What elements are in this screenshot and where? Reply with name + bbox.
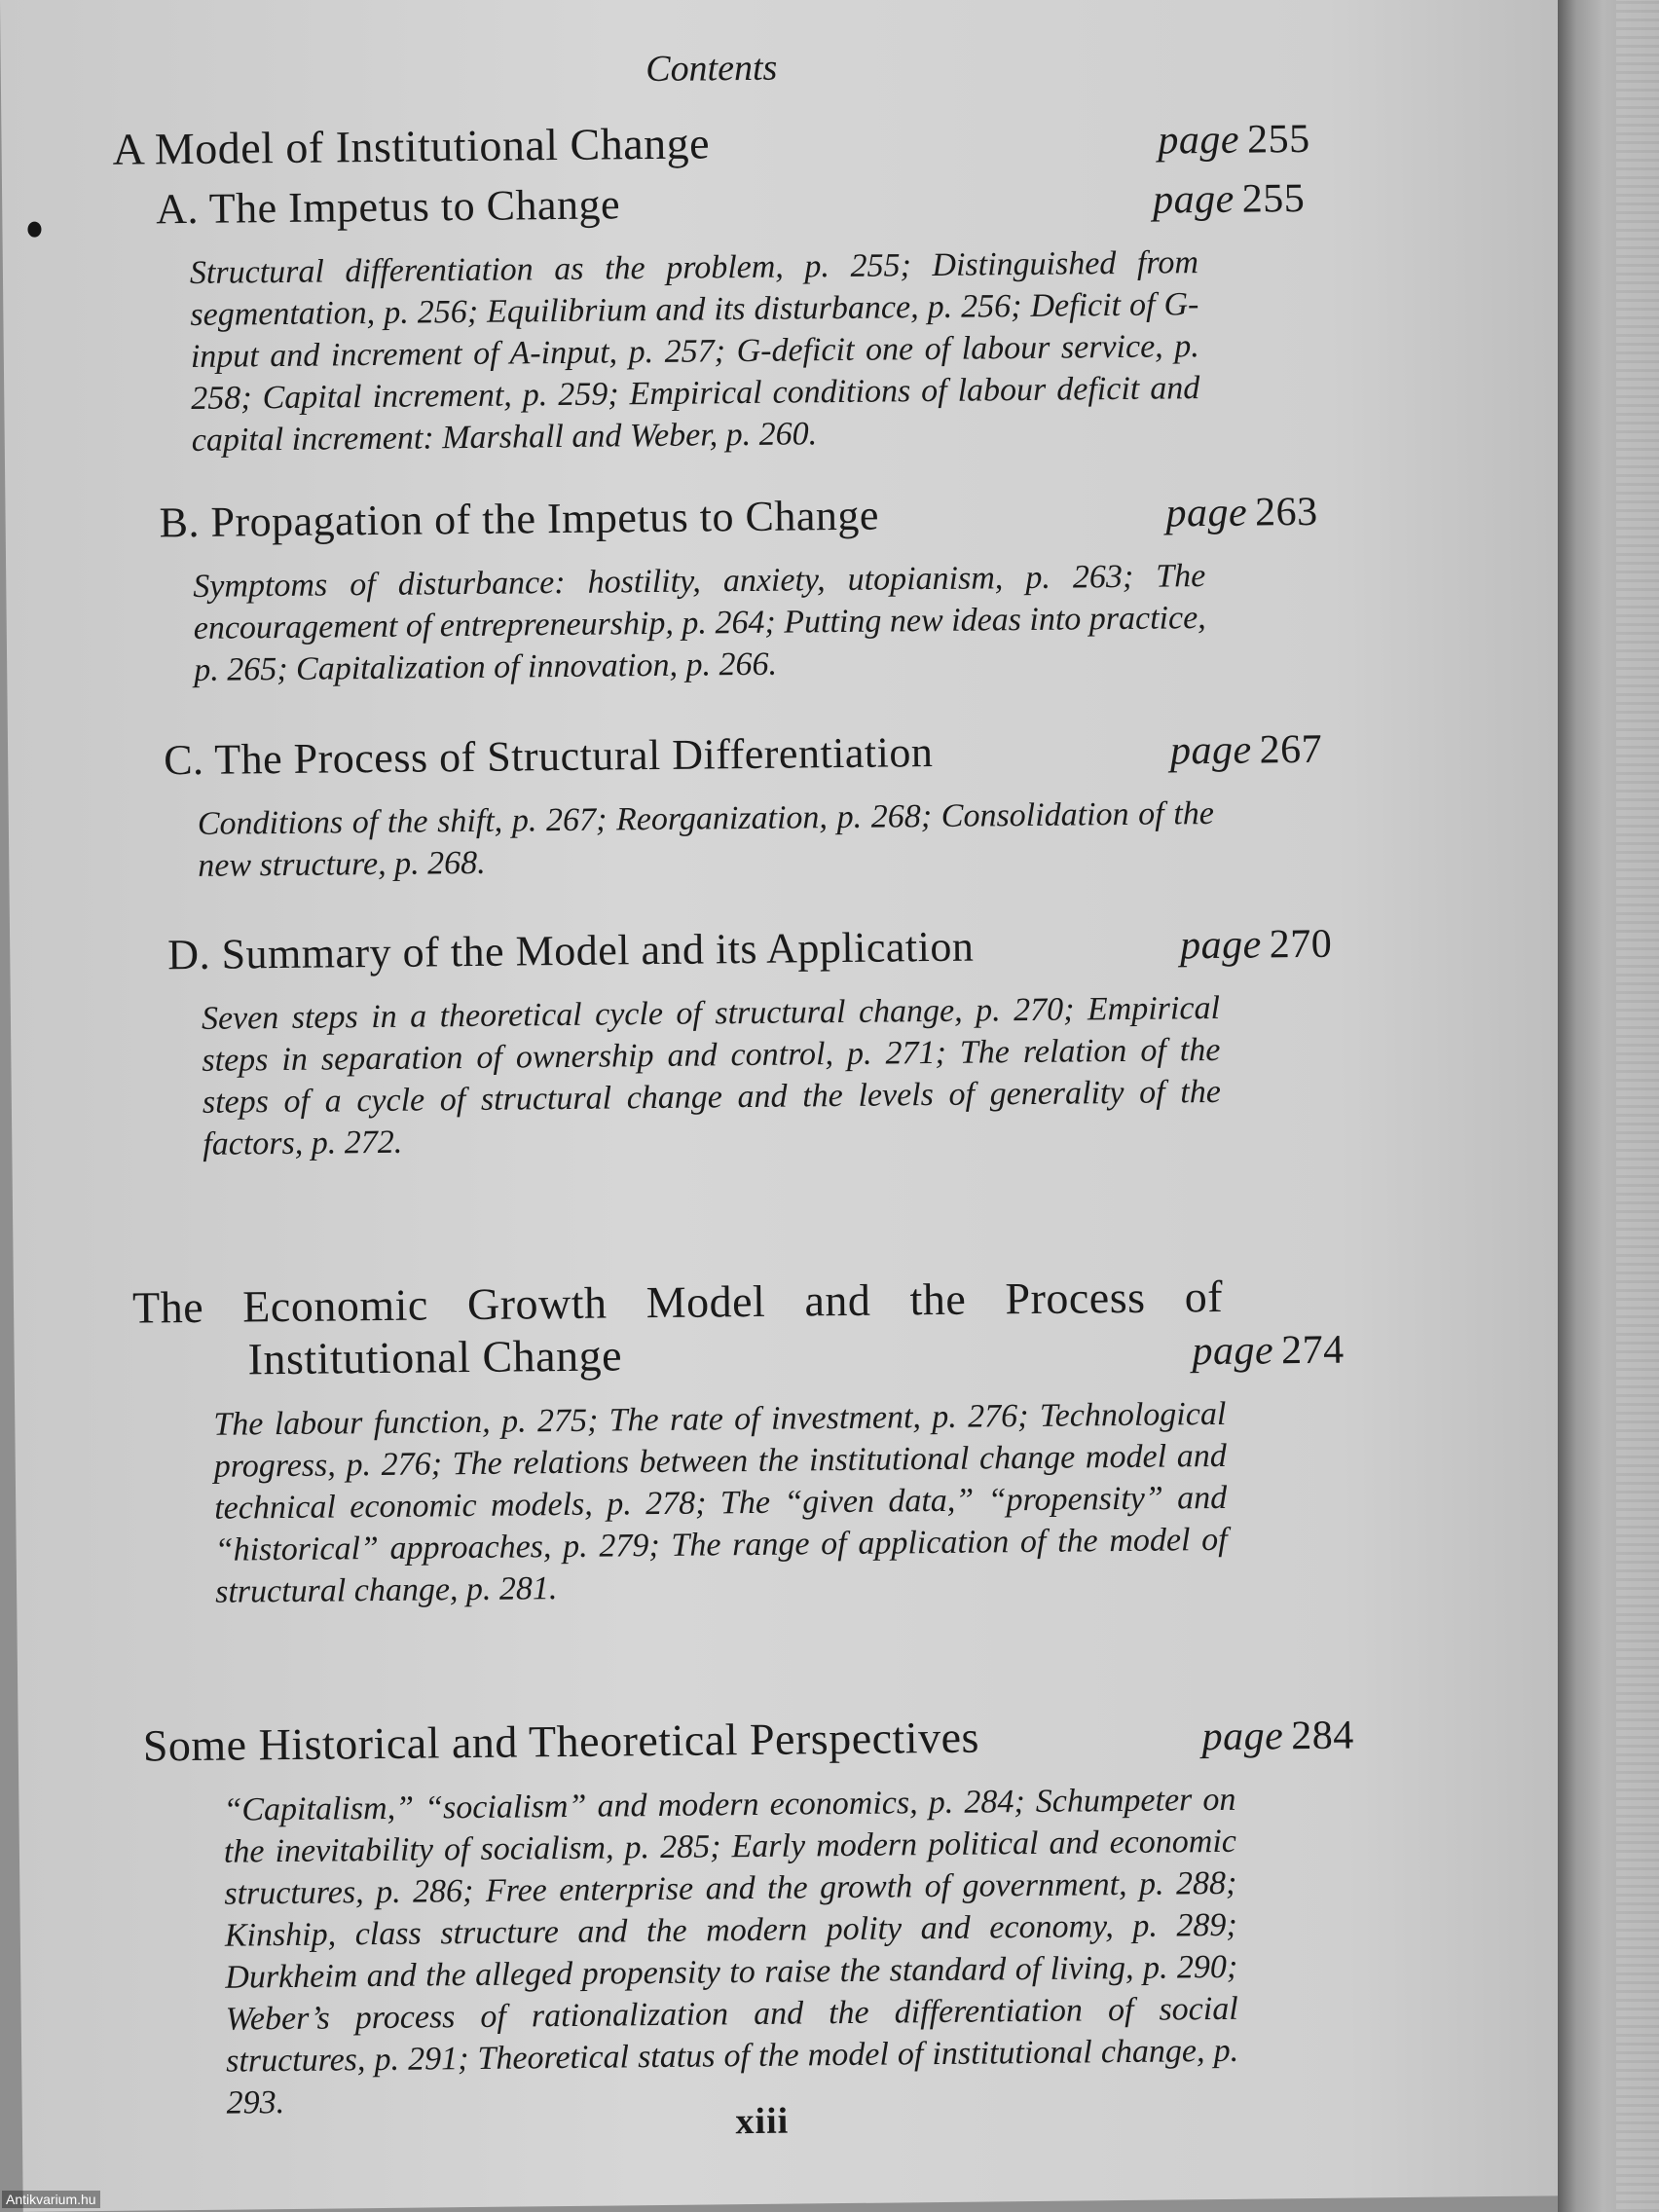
- section-a-page-number: 255: [1241, 175, 1306, 222]
- chapter-2-page-ref: [1192, 1324, 1345, 1379]
- chapter-2-title-word: Model: [645, 1275, 766, 1328]
- section-a-title: A. The Impetus to Change: [156, 180, 621, 234]
- running-head: Contents: [645, 47, 778, 91]
- chapter-3-title: Some Historical and Theoretical Perspectives: [142, 1712, 980, 1771]
- section-c: [164, 722, 1324, 887]
- page-word: page: [1192, 1328, 1274, 1375]
- section-d-title: D. Summary of the Model and its Application: [167, 922, 975, 979]
- page-word: page: [1158, 117, 1240, 164]
- page-word: page: [1169, 727, 1252, 774]
- chapter-2-title-word: Economic: [242, 1279, 429, 1332]
- chapter-3-page-ref: [1201, 1710, 1354, 1764]
- chapter-2-title-word: and: [804, 1274, 871, 1326]
- chapter-2-title-word: The: [131, 1281, 204, 1333]
- section-b-page-ref: [1165, 486, 1318, 540]
- section-a-page-ref: [1153, 172, 1306, 227]
- chapter-3-page-number: 284: [1291, 1713, 1354, 1759]
- section-d-page-number: 270: [1269, 921, 1333, 968]
- section-d: [167, 917, 1334, 1166]
- section-d-page-ref: [1180, 918, 1333, 973]
- chapter-3: [143, 1708, 1358, 2125]
- section-b-title: B. Propagation of the Impetus to Change: [159, 491, 880, 547]
- section-c-title: C. The Process of Structural Differentiation: [163, 728, 934, 785]
- section-c-page-number: 267: [1259, 726, 1323, 773]
- page-word: page: [1152, 176, 1235, 223]
- section-d-summary: Seven steps in a theoretical cycle of structural change, p. 270; Empirical steps in separation of ownership and control, p. 271; The relation of the steps of a cycle of structural change and the levels of generality of the factors, p. 272.: [201, 989, 1222, 1162]
- chapter-1-page-number: 255: [1246, 116, 1310, 163]
- section-c-summary: Conditions of the shift, p. 267; Reorganization, p. 268; Consolidation of the new structure, p. 268.: [197, 794, 1215, 884]
- chapter-1-heading: [112, 111, 1310, 178]
- chapter-2-title-word: Growth: [466, 1277, 608, 1330]
- chapter-2-heading: [132, 1270, 1345, 1389]
- section-a: [156, 171, 1308, 461]
- section-b-page-number: 263: [1254, 489, 1318, 535]
- book-spine: [1558, 0, 1659, 2212]
- chapter-2-title-line2: Institutional Change: [247, 1330, 623, 1384]
- section-b-summary: Symptoms of disturbance: hostility, anxiety, utopianism, p. 263; The encouragement of entrepreneurship, p. 264; Putting new ideas into practice, p. 265; Capitalization of innovation, p. 266.: [193, 558, 1206, 688]
- chapter-1-title: A Model of Institutional Change: [112, 118, 711, 174]
- chapter-2-page-number: 274: [1280, 1327, 1345, 1374]
- page-folio: xiii: [735, 2100, 790, 2143]
- chapter-3-summary: “Capitalism,” “socialism” and modern economics, p. 284; Schumpeter on the inevitability of socialism, p. 285; Early modern political and economic structures, p. 286; Free enterprise and the growth of government, p. 288; Kinship, class structure and the modern polity and economy, p. 289; Durkheim and the alleged propensity to raise the standard of living, p. 290; Weber’s process of rationalization and the differentiation of social structures, p. 291; Theoretical status of the model of institutional change, p. 293.: [223, 1781, 1239, 2121]
- chapter-2-title-word: Process: [1005, 1272, 1146, 1324]
- chapter-2-title-word: of: [1184, 1271, 1224, 1322]
- section-a-summary: Structural differentiation as the problem, p. 255; Distinguished from segmentation, p. 256; Equilibrium and its disturbance, p. 256; Deficit of G-input and increment of A-input, p. 257; G-deficit one of labour service, p. 258; Capital increment, p. 259; Empirical conditions of labour deficit and capital increment: Marshall and Weber, p. 260.: [189, 244, 1200, 459]
- chapter-1-page-ref: [1158, 113, 1310, 167]
- chapter-2-title-word: the: [909, 1273, 967, 1325]
- page-word: page: [1165, 490, 1248, 536]
- page-word: page: [1201, 1714, 1284, 1760]
- page-word: page: [1179, 922, 1262, 969]
- section-c-page-ref: [1170, 723, 1323, 778]
- chapter-2: [132, 1270, 1347, 1614]
- section-b: [159, 485, 1319, 691]
- chapter-2-summary: The labour function, p. 275; The rate of investment, p. 276; Technological progress, p. 276; The relations between the institutional change model and technical economic models, p. 278; The “given data,” “propensity” and “historical” approaches, p. 279; The range of application of the model of structural change, p. 281.: [213, 1395, 1228, 1610]
- chapter-3-heading: [143, 1708, 1355, 1775]
- watermark: Antikvarium.hu: [2, 2191, 100, 2208]
- ink-dot: [27, 222, 41, 238]
